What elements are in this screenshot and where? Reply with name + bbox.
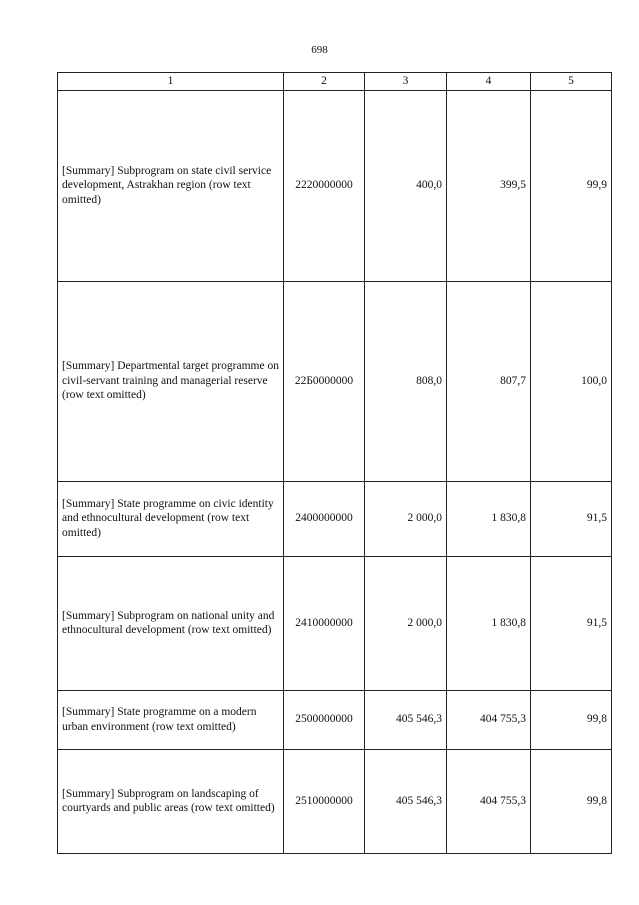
- table-row: [58, 481, 612, 556]
- program-name-cell: [Summary] State programme on a modern urban environment (row text omitted): [58, 690, 284, 749]
- program-name-cell: [Summary] Subprogram on state civil service development, Astrakhan region (row text omitted): [58, 90, 284, 281]
- program-name-cell: [Summary] Subprogram on landscaping of courtyards and public areas (row text omitted): [58, 749, 284, 853]
- column-3-cell: 808,0: [365, 281, 447, 481]
- column-4-cell: 399,5: [447, 90, 531, 281]
- budget-table: [57, 72, 612, 854]
- column-3-cell: 400,0: [365, 90, 447, 281]
- table-header-row: [58, 73, 612, 91]
- column-header: 5: [531, 73, 612, 91]
- column-header: 4: [447, 73, 531, 91]
- column-3-cell: 405 546,3: [365, 690, 447, 749]
- column-4-cell: 807,7: [447, 281, 531, 481]
- column-3-cell: 2 000,0: [365, 481, 447, 556]
- column-4-cell: 1 830,8: [447, 481, 531, 556]
- program-code-cell: 2400000000: [284, 481, 365, 556]
- program-name-cell: [Summary] Departmental target programme on civil-servant training and managerial reserve (row text omitted): [58, 281, 284, 481]
- column-4-cell: 404 755,3: [447, 690, 531, 749]
- column-4-cell: 404 755,3: [447, 749, 531, 853]
- column-header: 3: [365, 73, 447, 91]
- program-code-cell: 2500000000: [284, 690, 365, 749]
- column-5-cell: 91,5: [531, 556, 612, 690]
- program-code-cell: 22Б0000000: [284, 281, 365, 481]
- program-name-cell: [Summary] State programme on civic identity and ethnocultural development (row text omitted): [58, 481, 284, 556]
- column-3-cell: 2 000,0: [365, 556, 447, 690]
- program-code-cell: 2510000000: [284, 749, 365, 853]
- program-code-cell: 2410000000: [284, 556, 365, 690]
- column-header: 1: [58, 73, 284, 91]
- table-row: [58, 90, 612, 281]
- program-code-cell: 2220000000: [284, 90, 365, 281]
- column-4-cell: 1 830,8: [447, 556, 531, 690]
- column-5-cell: 99,9: [531, 90, 612, 281]
- column-3-cell: 405 546,3: [365, 749, 447, 853]
- column-5-cell: 100,0: [531, 281, 612, 481]
- table-row: [58, 556, 612, 690]
- table-row: [58, 281, 612, 481]
- program-name-cell: [Summary] Subprogram on national unity and ethnocultural development (row text omitted): [58, 556, 284, 690]
- table-row: [58, 690, 612, 749]
- column-5-cell: 99,8: [531, 749, 612, 853]
- table-row: [58, 749, 612, 853]
- column-5-cell: 91,5: [531, 481, 612, 556]
- column-5-cell: 99,8: [531, 690, 612, 749]
- column-header: 2: [284, 73, 365, 91]
- page-number: 698: [311, 44, 328, 56]
